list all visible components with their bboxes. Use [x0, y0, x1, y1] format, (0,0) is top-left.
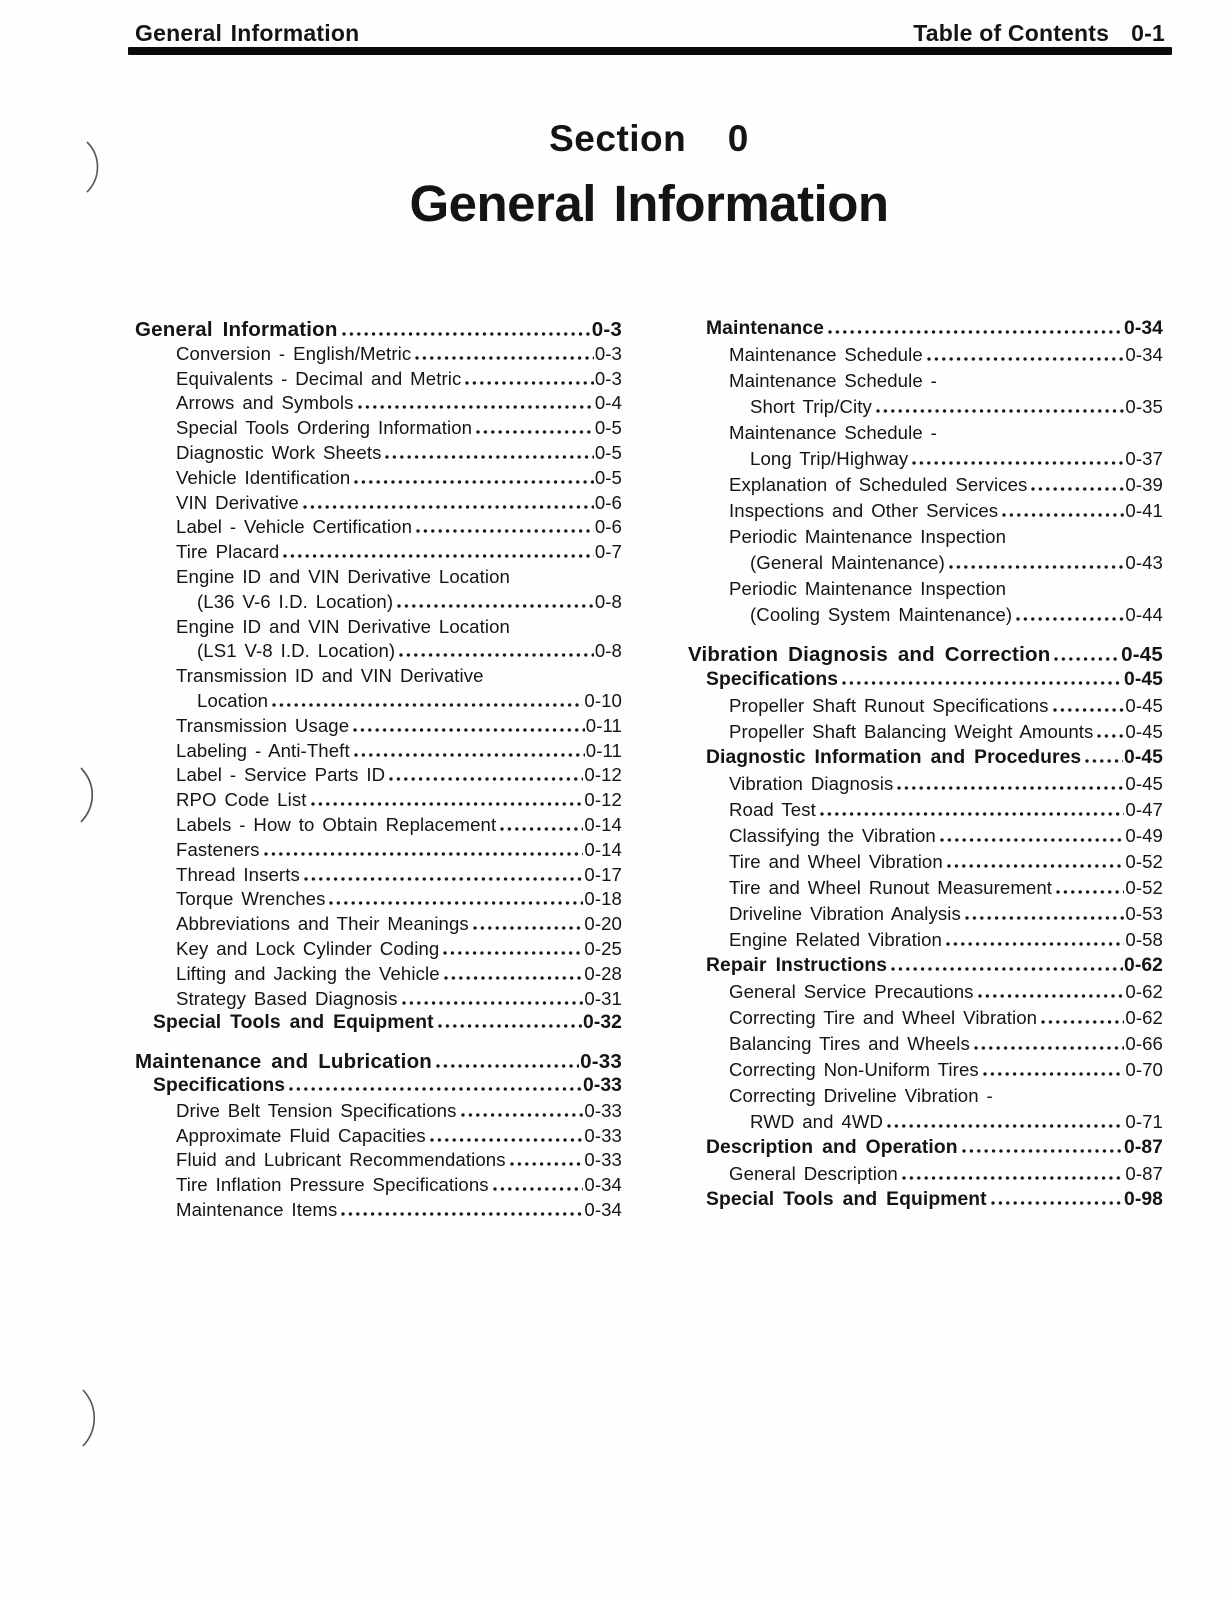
- scan-artifact-paren: [78, 766, 100, 824]
- dotted-leader: [303, 505, 594, 509]
- toc-entry-label: Correcting Non-Uniform Tires: [729, 1059, 979, 1080]
- dotted-leader: [402, 1001, 584, 1005]
- dotted-leader: [264, 852, 584, 856]
- toc-entry: [729, 877, 1163, 903]
- toc-entry-page: 0-49: [1125, 825, 1163, 846]
- toc-entry: [729, 903, 1163, 929]
- toc-entry-label: Transmission ID and VIN Derivative: [176, 665, 484, 687]
- toc-entry-page: 0-10: [584, 689, 622, 711]
- toc-entry-label: Engine ID and VIN Derivative Location: [176, 565, 511, 587]
- toc-entry-label: Tire and Wheel Runout Measurement: [729, 877, 1053, 898]
- dotted-leader: [978, 994, 1125, 998]
- toc-entry-page: 0-45: [1124, 669, 1163, 690]
- toc-entry-page: 0-3: [594, 342, 622, 364]
- header-rule: [128, 47, 1172, 55]
- toc-entry: [729, 929, 1163, 955]
- dotted-leader: [1085, 759, 1123, 763]
- toc-entry-page: 0-44: [1125, 604, 1163, 625]
- toc-entry: [176, 764, 622, 789]
- toc-entry-label: Driveline Vibration Analysis: [729, 903, 961, 924]
- toc-entry: [729, 851, 1163, 877]
- toc-entry-label: Maintenance Schedule: [729, 344, 923, 365]
- toc-entry-page: 0-32: [583, 1012, 622, 1034]
- toc-entry-page: 0-33: [583, 1074, 622, 1096]
- toc-entry-label: Road Test: [729, 799, 816, 820]
- toc-entry: [197, 640, 622, 665]
- toc-entry-label: Label - Service Parts ID: [176, 764, 386, 786]
- toc-entry-page: 0-8: [594, 640, 622, 662]
- toc-entry: [729, 773, 1163, 799]
- dotted-leader: [272, 703, 583, 707]
- toc-entry: [706, 669, 1163, 695]
- toc-entry-label: Long Trip/Highway: [750, 448, 909, 469]
- dotted-leader: [1041, 1020, 1124, 1024]
- toc-entry-page: 0-71: [1125, 1111, 1163, 1132]
- toc-entry-page: 0-3: [594, 367, 622, 389]
- dotted-leader: [949, 565, 1125, 569]
- toc-entry-label: Fluid and Lubricant Recommendations: [176, 1149, 506, 1171]
- toc-entry-label: Tire and Wheel Vibration: [729, 851, 943, 872]
- toc-entry-label: Transmission Usage: [176, 714, 350, 736]
- dotted-leader: [438, 1024, 582, 1028]
- dotted-leader: [965, 916, 1124, 920]
- dotted-leader: [415, 356, 594, 360]
- toc-entry: [729, 422, 1163, 448]
- dotted-leader: [1056, 890, 1124, 894]
- toc-entry-label: Conversion - English/Metric: [176, 342, 412, 364]
- toc-entry-page: 0-66: [1125, 1033, 1163, 1054]
- toc-entry: [176, 492, 622, 517]
- toc-entry-label: General Information: [135, 318, 338, 341]
- toc-entry: [176, 814, 622, 839]
- toc-entry: [176, 839, 622, 864]
- toc-entry: [729, 500, 1163, 526]
- dotted-leader: [430, 1138, 584, 1142]
- toc-entry-page: 0-33: [584, 1149, 622, 1171]
- dotted-leader: [1054, 657, 1120, 661]
- dotted-leader: [1016, 617, 1124, 621]
- toc-entry: [750, 448, 1163, 474]
- dotted-leader: [304, 877, 583, 881]
- dotted-leader: [397, 604, 594, 608]
- toc-entry: [176, 715, 622, 740]
- toc-entry-page: 0-4: [594, 392, 622, 414]
- toc-entry-page: 0-34: [584, 1198, 622, 1220]
- toc-entry-page: 0-39: [1125, 474, 1163, 495]
- dotted-leader: [991, 1201, 1123, 1205]
- toc-entry: [176, 1149, 622, 1174]
- toc-entry: [176, 1199, 622, 1224]
- dotted-leader: [473, 926, 584, 930]
- toc-entry: [176, 864, 622, 889]
- dotted-leader: [329, 901, 583, 905]
- dotted-leader: [465, 381, 593, 385]
- toc-entry: [176, 913, 622, 938]
- toc-entry-page: 0-62: [1125, 981, 1163, 1002]
- toc-entry: [176, 888, 622, 913]
- toc-entry-page: 0-98: [1124, 1189, 1163, 1210]
- toc-entry-page: 0-45: [1121, 643, 1163, 666]
- toc-entry-label: Location: [197, 689, 269, 711]
- toc-entry-page: 0-5: [594, 441, 622, 463]
- toc-left-column: [135, 318, 622, 1224]
- dotted-leader: [897, 786, 1124, 790]
- toc-entry-label: Maintenance Schedule -: [729, 422, 937, 443]
- toc-entry-label: General Description: [729, 1163, 898, 1184]
- toc-entry: [706, 1137, 1163, 1163]
- toc-entry-label: Balancing Tires and Wheels: [729, 1033, 970, 1054]
- toc-entry-page: 0-7: [594, 541, 622, 563]
- toc-entry-label: Inspections and Other Services: [729, 500, 999, 521]
- toc-entry-label: Thread Inserts: [176, 863, 300, 885]
- toc-entry-label: Lifting and Jacking the Vehicle: [176, 962, 440, 984]
- toc-entry-page: 0-14: [584, 838, 622, 860]
- toc-entry-label: Specifications: [153, 1074, 286, 1096]
- toc-entry: [176, 566, 622, 591]
- dotted-leader: [461, 1113, 584, 1117]
- toc-entry-page: 0-33: [580, 1050, 622, 1074]
- toc-entry-label: Labeling - Anti-Theft: [176, 739, 350, 761]
- dotted-leader: [902, 1176, 1125, 1180]
- toc-entry-page: 0-70: [1125, 1059, 1163, 1080]
- toc-entry-label: Propeller Shaft Runout Specifications: [729, 695, 1049, 716]
- toc-entry-page: 0-87: [1124, 1137, 1163, 1158]
- dotted-leader: [974, 1046, 1124, 1050]
- toc-entry: [176, 442, 622, 467]
- toc-entry: [750, 552, 1163, 578]
- dotted-leader: [510, 1162, 584, 1166]
- dotted-leader: [341, 1212, 583, 1216]
- toc-entry-label: Vibration Diagnosis and Correction: [688, 643, 1051, 666]
- toc-entry-page: 0-62: [1124, 955, 1163, 976]
- toc-entry-page: 0-34: [1124, 318, 1163, 339]
- toc-entry-page: 0-34: [1125, 344, 1163, 365]
- toc-entry-page: 0-47: [1125, 799, 1163, 820]
- toc-entry: [176, 1174, 622, 1199]
- toc-entry-label: Labels - How to Obtain Replacement: [176, 813, 497, 835]
- toc-entry-page: 0-8: [594, 590, 622, 612]
- toc-entry-label: Special Tools and Equipment: [153, 1012, 434, 1034]
- toc-entry: [176, 417, 622, 442]
- header-right-title: Table of Contents: [913, 20, 1110, 46]
- toc-right-column: [688, 318, 1163, 1224]
- toc-entry: [176, 516, 622, 541]
- section-number-title: Section 0: [549, 118, 749, 159]
- dotted-leader: [354, 480, 593, 484]
- toc-entry: [176, 392, 622, 417]
- dotted-leader: [940, 838, 1125, 842]
- toc-entry-page: 0-35: [1125, 396, 1163, 417]
- toc-entry-label: Equivalents - Decimal and Metric: [176, 367, 462, 389]
- dotted-leader: [500, 827, 583, 831]
- toc-entry: [750, 396, 1163, 422]
- dotted-leader: [947, 864, 1125, 868]
- toc-entry: [729, 344, 1163, 370]
- toc-entry: [729, 1085, 1163, 1111]
- toc-entry: [729, 721, 1163, 747]
- toc-entry-page: 0-18: [584, 888, 622, 910]
- dotted-leader: [912, 461, 1124, 465]
- toc-entry-label: Short Trip/City: [750, 396, 872, 417]
- toc-entry: [729, 799, 1163, 825]
- toc-entry-page: 0-12: [584, 764, 622, 786]
- toc-entry-label: Tire Inflation Pressure Specifications: [176, 1174, 489, 1196]
- dotted-leader: [289, 1087, 582, 1091]
- toc-entry-label: Strategy Based Diagnosis: [176, 987, 398, 1009]
- toc-entry-label: Correcting Tire and Wheel Vibration: [729, 1007, 1038, 1028]
- toc-entry-page: 0-5: [594, 466, 622, 488]
- toc-entry-label: Maintenance Schedule -: [729, 370, 937, 391]
- dotted-leader: [436, 1064, 579, 1068]
- toc-entry: [135, 318, 622, 343]
- toc-entry: [729, 1033, 1163, 1059]
- toc-entry-page: 0-6: [594, 516, 622, 538]
- toc-entry-label: Arrows and Symbols: [176, 392, 354, 414]
- toc-entry-page: 0-62: [1125, 1007, 1163, 1028]
- toc-entry-label: (LS1 V-8 I.D. Location): [197, 640, 396, 662]
- toc-entry: [176, 988, 622, 1013]
- dotted-leader: [342, 332, 591, 336]
- toc-entry: [729, 1007, 1163, 1033]
- toc-entry-label: Label - Vehicle Certification: [176, 516, 413, 538]
- scan-artifact-paren: [80, 1388, 102, 1448]
- toc-entry: [729, 526, 1163, 552]
- toc-entry-label: Engine Related Vibration: [729, 929, 942, 950]
- dotted-leader: [1097, 734, 1124, 738]
- toc-entry: [688, 643, 1163, 669]
- toc-entry-page: 0-11: [585, 739, 622, 761]
- toc-entry-label: RWD and 4WD: [750, 1111, 884, 1132]
- dotted-leader: [946, 942, 1124, 946]
- dotted-leader: [983, 1072, 1125, 1076]
- toc-entry: [706, 747, 1163, 773]
- toc-entry-label: Special Tools Ordering Information: [176, 417, 473, 439]
- toc-entry-label: Special Tools and Equipment: [706, 1189, 987, 1210]
- toc-entry-label: Abbreviations and Their Meanings: [176, 913, 469, 935]
- dotted-leader: [444, 976, 584, 980]
- toc-entry: [176, 616, 622, 641]
- title-block: [135, 118, 1163, 233]
- dotted-leader: [1002, 513, 1124, 517]
- dotted-leader: [891, 967, 1123, 971]
- toc-entry-label: Diagnostic Information and Procedures: [706, 747, 1082, 768]
- toc-entry: [729, 578, 1163, 604]
- toc-entry: [750, 1111, 1163, 1137]
- dotted-leader: [353, 728, 585, 732]
- toc-entry-label: Fasteners: [176, 838, 260, 860]
- toc-entry-page: 0-58: [1125, 929, 1163, 950]
- toc-entry: [197, 690, 622, 715]
- toc-entry-page: 0-31: [584, 987, 622, 1009]
- toc-entry: [729, 695, 1163, 721]
- toc-entry-label: Periodic Maintenance Inspection: [729, 578, 1007, 599]
- dotted-leader: [443, 951, 583, 955]
- scan-artifact-paren: [84, 140, 106, 194]
- toc-entry: [176, 541, 622, 566]
- toc-entry-label: Maintenance Items: [176, 1198, 338, 1220]
- toc-entry-label: Vibration Diagnosis: [729, 773, 894, 794]
- toc-entry-page: 0-45: [1125, 695, 1163, 716]
- toc-entry: [176, 740, 622, 765]
- toc-entry-label: Correcting Driveline Vibration -: [729, 1085, 993, 1106]
- toc-entry: [729, 370, 1163, 396]
- toc-entry-label: Classifying the Vibration: [729, 825, 936, 846]
- toc-entry-label: Maintenance and Lubrication: [135, 1050, 433, 1074]
- toc-entry: [197, 591, 622, 616]
- toc-entry-label: Repair Instructions: [706, 955, 888, 976]
- toc-entry-page: 0-45: [1125, 721, 1163, 742]
- page-title: General Information: [409, 175, 889, 232]
- toc-entry-page: 0-5: [594, 417, 622, 439]
- toc-entry: [706, 318, 1163, 344]
- toc-entry: [729, 825, 1163, 851]
- header-left-title: General Information: [135, 20, 360, 46]
- dotted-leader: [842, 681, 1123, 685]
- toc-entry-page: 0-17: [584, 863, 622, 885]
- dotted-leader: [311, 802, 584, 806]
- dotted-leader: [354, 753, 585, 757]
- toc-entry: [729, 474, 1163, 500]
- toc-entry-label: General Service Precautions: [729, 981, 974, 1002]
- toc-entry: [729, 981, 1163, 1007]
- toc-entry-page: 0-11: [585, 714, 622, 736]
- toc-entry: [176, 343, 622, 368]
- toc-entry-label: Maintenance: [706, 318, 824, 339]
- dotted-leader: [1053, 708, 1125, 712]
- toc-entry-label: Key and Lock Cylinder Coding: [176, 937, 440, 959]
- toc-entry-page: 0-37: [1125, 448, 1163, 469]
- toc-entry-label: (General Maintenance): [750, 552, 945, 573]
- toc-entry-page: 0-53: [1125, 903, 1163, 924]
- toc-entry-label: Approximate Fluid Capacities: [176, 1124, 426, 1146]
- toc-entry-page: 0-12: [584, 789, 622, 811]
- toc-entry-page: 0-52: [1125, 877, 1163, 898]
- toc-entry: [176, 467, 622, 492]
- dotted-leader: [493, 1187, 584, 1191]
- toc-entry-page: 0-6: [594, 491, 622, 513]
- toc-entry-page: 0-3: [591, 318, 622, 341]
- toc-entry-page: 0-25: [584, 937, 622, 959]
- toc-entry-label: Explanation of Scheduled Services: [729, 474, 1028, 495]
- dotted-leader: [1031, 487, 1124, 491]
- dotted-leader: [358, 405, 594, 409]
- toc-entry-page: 0-33: [584, 1099, 622, 1121]
- toc-entry-label: (L36 V-6 I.D. Location): [197, 590, 394, 612]
- toc-entry-page: 0-20: [584, 913, 622, 935]
- toc-entry-page: 0-34: [584, 1174, 622, 1196]
- toc-entry-label: Vehicle Identification: [176, 466, 351, 488]
- dotted-leader: [399, 653, 594, 657]
- toc-entry: [176, 368, 622, 393]
- toc-entry: [706, 955, 1163, 981]
- table-of-contents: [135, 318, 1163, 1224]
- toc-entry: [135, 1050, 622, 1075]
- toc-entry-label: Drive Belt Tension Specifications: [176, 1099, 457, 1121]
- toc-entry-page: 0-33: [584, 1124, 622, 1146]
- toc-entry: [176, 789, 622, 814]
- toc-entry: [750, 604, 1163, 630]
- toc-entry: [176, 665, 622, 690]
- toc-entry-label: Propeller Shaft Balancing Weight Amounts: [729, 721, 1094, 742]
- dotted-leader: [927, 357, 1125, 361]
- toc-entry: [176, 1100, 622, 1125]
- toc-entry-page: 0-43: [1125, 552, 1163, 573]
- toc-entry: [729, 1163, 1163, 1189]
- toc-entry-page: 0-45: [1125, 773, 1163, 794]
- header-right: [913, 20, 1165, 47]
- toc-entry-label: Torque Wrenches: [176, 888, 326, 910]
- toc-entry-page: 0-28: [584, 962, 622, 984]
- toc-entry: [176, 1125, 622, 1150]
- toc-entry-page: 0-87: [1125, 1163, 1163, 1184]
- dotted-leader: [389, 777, 583, 781]
- toc-entry-label: Specifications: [706, 669, 839, 690]
- toc-entry: [706, 1189, 1163, 1215]
- toc-entry: [729, 1059, 1163, 1085]
- toc-entry-page: 0-41: [1125, 500, 1163, 521]
- toc-entry-label: Diagnostic Work Sheets: [176, 441, 382, 463]
- dotted-leader: [416, 529, 594, 533]
- toc-entry: [153, 1075, 622, 1100]
- dotted-leader: [385, 455, 593, 459]
- toc-entry-label: RPO Code List: [176, 789, 307, 811]
- header-page-number: 0-1: [1131, 20, 1165, 46]
- dotted-leader: [876, 409, 1124, 413]
- dotted-leader: [962, 1149, 1123, 1153]
- dotted-leader: [283, 554, 593, 558]
- toc-entry-label: Tire Placard: [176, 541, 280, 563]
- dotted-leader: [887, 1124, 1124, 1128]
- toc-entry: [176, 963, 622, 988]
- toc-entry-page: 0-52: [1125, 851, 1163, 872]
- toc-entry: [176, 938, 622, 963]
- toc-entry-page: 0-14: [584, 813, 622, 835]
- dotted-leader: [820, 812, 1124, 816]
- toc-entry-page: 0-45: [1124, 747, 1163, 768]
- toc-entry-label: Description and Operation: [706, 1137, 958, 1158]
- dotted-leader: [828, 330, 1123, 334]
- toc-entry-label: Engine ID and VIN Derivative Location: [176, 615, 511, 637]
- toc-entry: [153, 1012, 622, 1037]
- toc-entry-label: (Cooling System Maintenance): [750, 604, 1013, 625]
- dotted-leader: [476, 430, 594, 434]
- toc-entry-label: Periodic Maintenance Inspection: [729, 526, 1007, 547]
- toc-entry-label: VIN Derivative: [176, 491, 299, 513]
